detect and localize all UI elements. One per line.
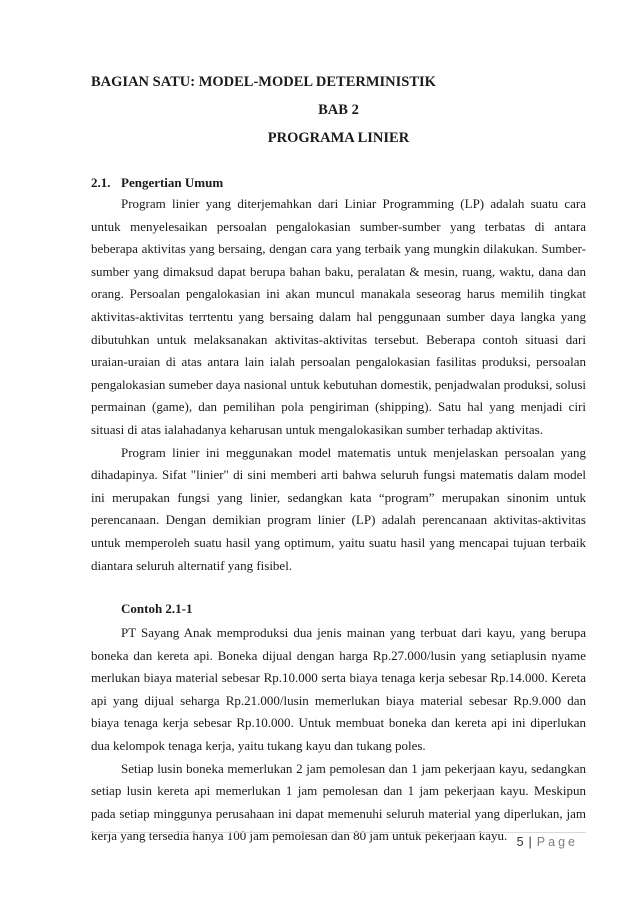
footer-separator: | [528, 835, 532, 849]
part-title: BAGIAN SATU: MODEL-MODEL DETERMINISTIK [91, 74, 436, 90]
chapter-number: BAB 2 [318, 102, 359, 118]
section-title: Pengertian Umum [121, 175, 224, 190]
chapter-title: PROGRAMA LINIER [267, 130, 410, 146]
paragraph: Program linier yang diterjemahkan dari Liniar Programming (LP) adalah suatu cara untuk menyelesaikan persoalan pengalokasian sumber-sumber yang terbatas di antara beberapa aktivitas yang bersaing, dengan cara yang terbaik yang mungkin dilakukan. Sumber-sumber yang dimaksud dapat berupa bahan baku, peralatan & mesin, ruang, waktu, dana dan orang. Persoalan pengalokasian ini akan muncul manakala seseorag harus memilih tingkat aktivitas-aktivitas terrtentu yang bersaing dalam hal penggunaan sumber daya langka yang dibutuhkan untuk melaksanakan aktivitas-aktivitas tersebut. Beberapa contoh situasi dari uraian-uraian di atas antara lain ialah persoalan pengalokasian fasilitas produksi, persoalan pengalokasian sumeber daya nasional untuk kebutuhan domestik, penjadwalan produksi, solusi permainan (game), dan pemilihan pola pengiriman (shipping). Satu hal yang menjadi ciri situasi di atas ialahadanya keharusan untuk mengalokasikan sumber terhadap aktivitas. [91, 196, 586, 437]
page-number: 5 [516, 835, 524, 849]
example-title: Contoh 2.1-1 [121, 601, 193, 617]
footer-divider [91, 832, 586, 833]
page-footer [517, 835, 578, 849]
section-number: 2.1. [91, 175, 111, 190]
paragraph: Program linier ini meggunakan model matematis untuk menjelaskan persoalan yang dihadapinya. Sifat "linier" di sini memberi arti bahwa seluruh fungsi matematis dalam model ini merupakan fungsi yang linier, sedangkan kata “program” merupakan sinonim untuk perencanaan. Dengan demikian program linier (LP) adalah perencanaan aktivitas-aktivitas untuk memperoleh suatu hasil yang optimum, yaitu suatu hasil yang mencapai tujuan terbaik diantara seluruh alternatif yang fisibel. [91, 444, 586, 573]
section-heading [91, 173, 586, 193]
example-paragraph: Setiap lusin boneka memerlukan 2 jam pemolesan dan 1 jam pekerjaan kayu, sedangkan setiap lusin kereta api memerlukan 1 jam pemolesan dan 1 jam pekerjaan kayu. Meskipun pada setiap minggunya perusahaan ini dapat memenuhi seluruh material yang diperlukan, jam kerja yang tersedia hanya 100 jam pemolesan dan 80 jam untuk pekerjaan kayu. [91, 760, 586, 844]
page-content [91, 72, 586, 848]
example-paragraph: PT Sayang Anak memproduksi dua jenis mainan yang terbuat dari kayu, yang berupa boneka dan kereta api. Boneka dijual dengan harga Rp.27.000/lusin yang setiaplusin nyame merlukan biaya material sebesar Rp.10.000 serta biaya tenaga kerja sebesar Rp.14.000. Kereta api yang dijual seharga Rp.21.000/lusin memerlukan biaya material sebesar Rp.9.000 dan biaya tenaga kerja sebesar Rp.10.000. Untuk membuat boneka dan kereta api ini diperlukan dua kelompok tenaga kerja, yaitu tukang kayu dan tukang poles. [91, 625, 586, 754]
page-label: Page [536, 835, 578, 849]
